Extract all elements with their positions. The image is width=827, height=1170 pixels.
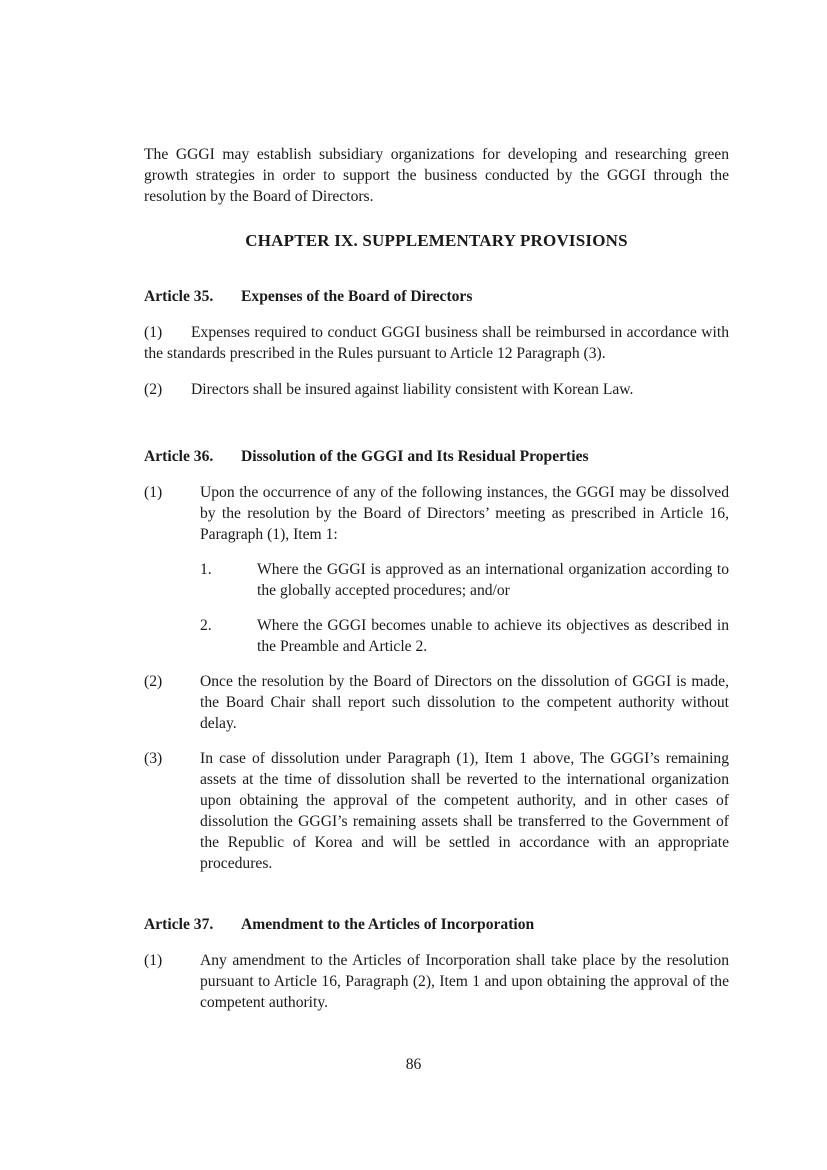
page-number: 86 [405, 1056, 422, 1073]
article-paragraph [144, 322, 729, 364]
item-text: Where the GGGI becomes unable to achieve its objectives as described in the Preamble and Article 2. [257, 617, 729, 655]
article-title: Expenses of the Board of Directors [241, 288, 473, 305]
item-text: Where the GGGI is approved as an international organization according to the globally accepted procedures; and/or [257, 561, 729, 599]
article-title: Amendment to the Articles of Incorporation [241, 916, 535, 933]
paragraph-number: (2) [144, 673, 163, 690]
paragraph-text: Directors shall be insured against liability consistent with Korean Law. [191, 381, 634, 398]
paragraph-number: (2) [144, 381, 163, 398]
article-number: Article 36. [144, 448, 214, 465]
paragraph-text: Expenses required to conduct GGGI business shall be reimbursed in accordance with the standards prescribed in the Rules pursuant to Article 12 Paragraph (3). [144, 324, 729, 362]
paragraph-number: (3) [144, 750, 163, 767]
article-heading [144, 446, 729, 467]
paragraph-text: Any amendment to the Articles of Incorporation shall take place by the resolution pursuant to Article 16, Paragraph (2), Item 1 and upon obtaining the approval of the competent authority. [200, 952, 729, 1011]
list-item [200, 615, 729, 657]
paragraph-number: (1) [144, 324, 163, 341]
item-number: 1. [200, 561, 212, 578]
paragraph-text: Upon the occurrence of any of the following instances, the GGGI may be dissolved by the resolution by the Board of Directors’ meeting as prescribed in Article 16, Paragraph (1), Item 1: [200, 484, 729, 543]
article-title: Dissolution of the GGGI and Its Residual Properties [241, 448, 589, 465]
article-paragraph [144, 482, 729, 545]
paragraph-number: (1) [144, 952, 163, 969]
chapter-title: CHAPTER IX. SUPPLEMENTARY PROVISIONS [245, 231, 628, 250]
article-heading [144, 914, 729, 935]
list-item [200, 559, 729, 601]
article-35 [144, 286, 729, 400]
intro-paragraph: The GGGI may establish subsidiary organizations for developing and researching green growth strategies in order to support the business conducted by the GGGI through the resolution by the Board of Directors. [144, 146, 729, 205]
article-number: Article 37. [144, 916, 214, 933]
article-paragraph [144, 748, 729, 874]
article-paragraph [144, 379, 729, 400]
paragraph-text: In case of dissolution under Paragraph (1), Item 1 above, The GGGI’s remaining assets at the time of dissolution shall be reverted to the international organization upon obtaining the approval of the competent authority, and in other cases of dissolution the GGGI’s remaining assets shall be transferred to the Government of the Republic of Korea and will be settled in accordance with an appropriate procedures. [200, 750, 729, 872]
page-content [144, 144, 729, 1013]
article-number: Article 35. [144, 288, 214, 305]
article-heading [144, 286, 729, 307]
paragraph-number: (1) [144, 484, 163, 501]
article-paragraph [144, 950, 729, 1013]
article-paragraph [144, 671, 729, 734]
paragraph-text: Once the resolution by the Board of Directors on the dissolution of GGGI is made, the Board Chair shall report such dissolution to the competent authority without delay. [200, 673, 729, 732]
article-37 [144, 914, 729, 1013]
article-36 [144, 446, 729, 874]
item-number: 2. [200, 617, 212, 634]
